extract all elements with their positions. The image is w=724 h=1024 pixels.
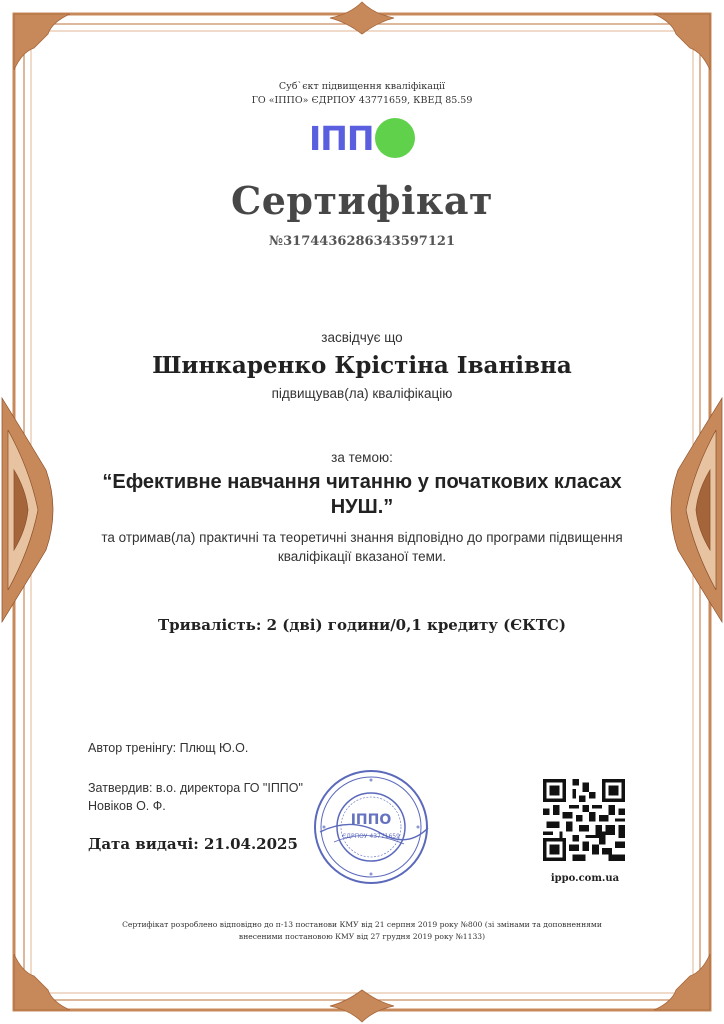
logo-text: ІПП: [309, 119, 374, 158]
approved-by: [88, 779, 303, 815]
improved-text: підвищував(ла) кваліфікацію: [271, 386, 453, 401]
approved-line-2: Новіков О. Ф.: [88, 799, 166, 813]
website-label: ippo.com.ua: [550, 873, 620, 884]
stamp-code: ЄДРПОУ 43771659: [342, 833, 400, 840]
stamp-center-text: ІППО: [350, 812, 392, 828]
issue-date: Дата видачі: 21.04.2025: [88, 835, 298, 853]
logo-circle: [375, 118, 415, 158]
training-author: Автор тренінгу: Плющ Ю.О.: [88, 741, 249, 755]
topic-label: за темою:: [331, 450, 393, 465]
course-topic: “Ефективне навчання читанню у початкових класах НУШ.”: [102, 471, 622, 518]
footnote: Сертифікат розроблено відповідно до п-13 постанови КМУ від 21 серпня 2019 року №800 (зі змінами та доповненнями внесеними постановою КМУ від 27 грудня 2019 року №1133): [122, 920, 602, 941]
qr-code[interactable]: [543, 779, 625, 861]
certificate-number: №3174436286343597121: [269, 234, 455, 249]
issuer-line-1: Суб`єкт підвищення кваліфікації: [278, 81, 446, 92]
received-text: та отримав(ла) практичні та теоретичні знання відповідно до програми підвищення кваліфікації вказаної теми.: [101, 530, 623, 564]
certifies-text: засвідчує що: [321, 330, 403, 345]
issuer-block: [0, 80, 724, 108]
issuer-line-2: ГО «ІППО» ЄДРПОУ 43771659, КВЕД 85.59: [251, 95, 473, 106]
ippo-logo: [309, 118, 415, 160]
left-ornament: [2, 398, 53, 622]
right-ornament: [671, 398, 722, 622]
official-stamp: [312, 768, 430, 886]
certificate-title: Сертифікат: [230, 178, 494, 223]
approved-line-1: Затвердив: в.о. директора ГО "ІППО": [88, 781, 303, 795]
recipient-name: Шинкаренко Крістіна Іванівна: [152, 352, 572, 379]
duration-text: Тривалість: 2 (дві) години/0,1 кредиту (ЄКТС): [158, 616, 566, 634]
